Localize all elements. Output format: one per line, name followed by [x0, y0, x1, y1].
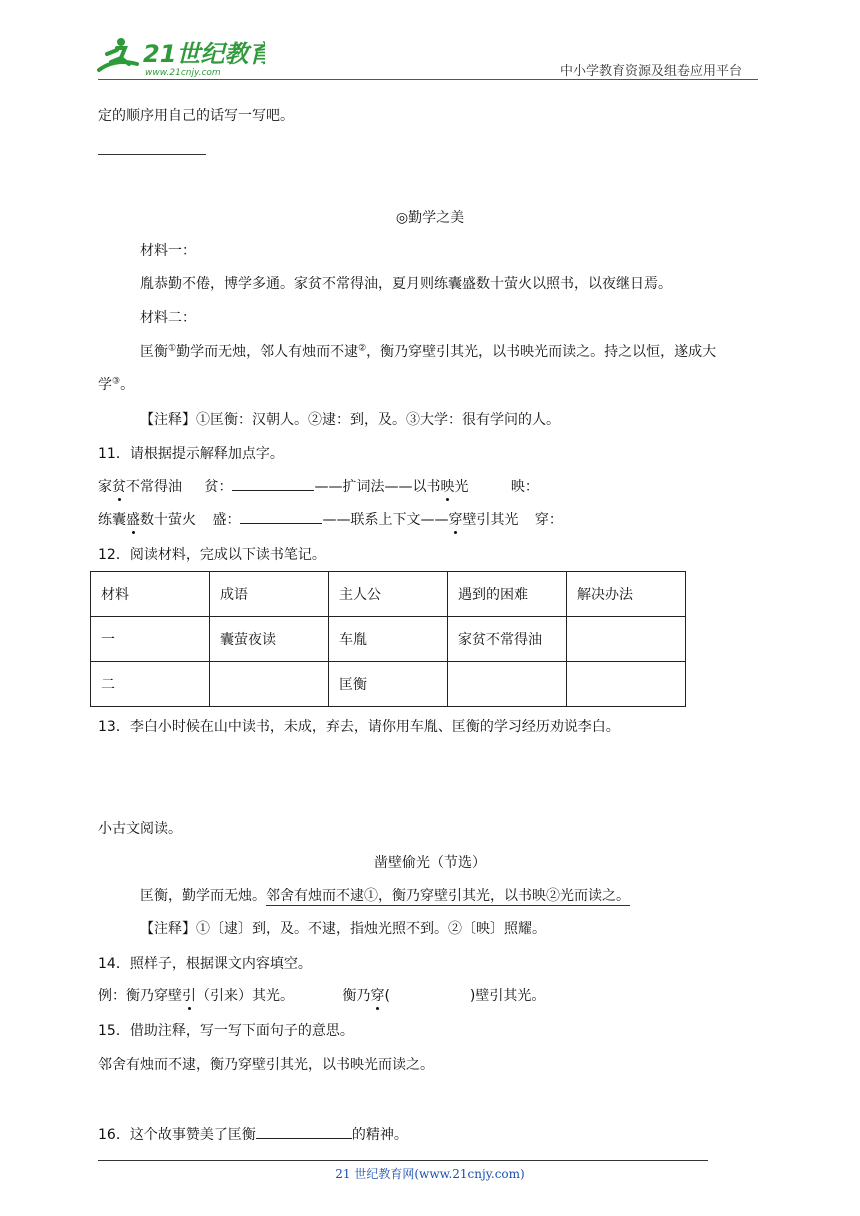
table-cell: 囊萤夜读: [210, 617, 329, 662]
footer-text[interactable]: 21 世纪教育网(www.21cnjy.com): [335, 1167, 525, 1181]
passage2-title: 凿壁偷光（节选）: [374, 855, 486, 871]
table-header-cell: 主人公: [329, 572, 448, 617]
q11-row1: 家贫不常得油 贫： ——扩词法——以书映光 映：: [98, 476, 539, 497]
q16-stem: 16．这个故事赞美了匡衡 的精神。: [98, 1124, 408, 1145]
table-row: [91, 662, 686, 707]
table-row: [91, 617, 686, 662]
q11-blank2[interactable]: [240, 509, 322, 524]
table-cell-blank[interactable]: [567, 662, 686, 707]
table-cell-blank[interactable]: [210, 662, 329, 707]
q11-blank1[interactable]: [232, 476, 314, 491]
passage2-text: 匡衡，勤学而无烛。邻舍有烛而不逮①，衡乃穿壁引其光，以书映②光而读之。: [140, 888, 630, 904]
table-header-row: [91, 572, 686, 617]
q13-stem: 13．李白小时候在山中读书，未成，弃去，请你用车胤、匡衡的学习经历劝说李白。: [98, 719, 620, 735]
site-logo: [95, 34, 265, 78]
table-cell-blank[interactable]: [448, 662, 567, 707]
q11-row2: 练囊盛数十萤火 盛： ——联系上下文——穿壁引其光 穿：: [98, 509, 563, 530]
q15-stem: 15．借助注释，写一写下面句子的意思。: [98, 1023, 354, 1039]
table-header-cell: 成语: [210, 572, 329, 617]
table-cell: 车胤: [329, 617, 448, 662]
q15-sentence: 邻舍有烛而不逮，衡乃穿壁引其光，以书映光而读之。: [98, 1057, 434, 1073]
q14-stem: 14．照样子，根据课文内容填空。: [98, 956, 312, 972]
table-header-cell: 解决办法: [567, 572, 686, 617]
table-cell: 匡衡: [329, 662, 448, 707]
table-cell: 一: [91, 617, 210, 662]
passage2-note: 【注释】①〔逮〕到，及。不逮，指烛光照不到。②〔映〕照耀。: [140, 921, 546, 937]
header-rule: [98, 79, 758, 80]
q14-example: 例：衡乃穿壁引（引来）其光。 衡乃穿( )壁引其光。: [98, 988, 546, 1004]
material2-line1: 匡衡①勤学而无烛，邻人有烛而不逮②，衡乃穿壁引其光，以书映光而读之。持之以恒，遂成大: [140, 343, 717, 360]
underlined-sentence: 邻舍有烛而不逮①，衡乃穿壁引其光，以书映②光而读之。: [266, 888, 630, 904]
material1-text: 胤恭勤不倦，博学多通。家贫不常得油，夏月则练囊盛数十萤火以照书，以夜继日焉。: [140, 276, 672, 292]
dotted-char: 贫: [112, 479, 126, 495]
reading-notes-table: [90, 571, 686, 707]
intro-line: 定的顺序用自己的话写一写吧。: [98, 108, 294, 124]
table-cell: 家贫不常得油: [448, 617, 567, 662]
footer-rule: [98, 1160, 708, 1161]
answer-line: [98, 154, 206, 155]
material2-line2: 学③。: [98, 376, 135, 393]
table-cell: 二: [91, 662, 210, 707]
passage1-note: 【注释】①匡衡：汉朝人。②逮：到，及。③大学：很有学问的人。: [140, 412, 560, 428]
header-platform-text: 中小学教育资源及组卷应用平台: [560, 64, 743, 79]
logo-text: 21世纪教育: [143, 40, 265, 68]
runner-logo-icon: [95, 34, 265, 78]
q16-blank[interactable]: [256, 1124, 352, 1139]
material1-label: 材料一：: [140, 243, 196, 259]
material2-label: 材料二：: [140, 310, 196, 326]
table-header-cell: 材料: [91, 572, 210, 617]
table-header-cell: 遇到的困难: [448, 572, 567, 617]
logo-url: www.21cnjy.com: [145, 68, 221, 78]
q11-stem: 11．请根据提示解释加点字。: [98, 446, 284, 462]
table-cell-blank[interactable]: [567, 617, 686, 662]
passage1-title: ◎勤学之美: [395, 210, 465, 226]
passage2-intro: 小古文阅读。: [98, 821, 182, 837]
q12-stem: 12．阅读材料，完成以下读书笔记。: [98, 547, 326, 563]
